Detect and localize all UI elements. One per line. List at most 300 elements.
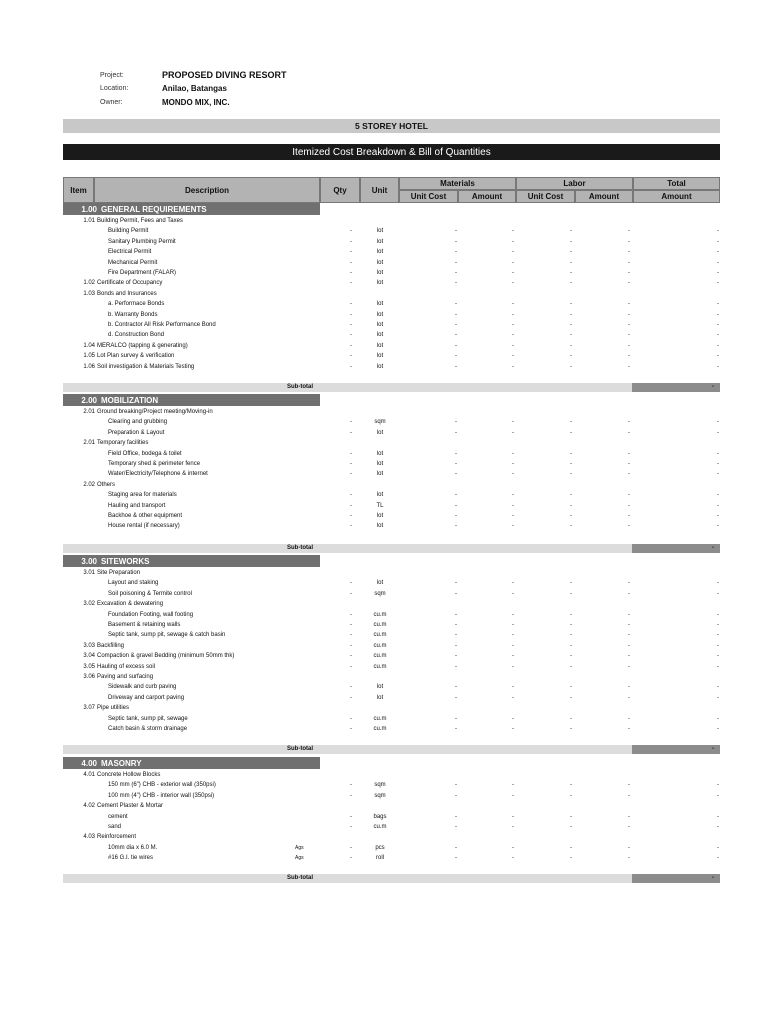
section-header [63,757,320,769]
item-description: 10mm dia x 6.0 M. [108,844,158,851]
item-description: Catch basin & storm drainage [108,726,188,732]
location-value: Anilao, Batangas [162,84,227,93]
lab-amount-cell: - [628,461,630,467]
item-unit: sqm [374,590,386,597]
lab-unit-cost-cell: - [570,663,572,670]
mat-unit-cost-cell: - [455,492,457,499]
mat-amount-cell: - [512,471,514,478]
item-number: 3.01 [83,570,95,576]
mat-amount-cell: - [512,363,514,370]
mat-unit-cost-cell: - [455,322,457,328]
table-row [63,770,720,780]
mat-unit-cost-cell: - [455,694,457,701]
total-amount-cell: - [717,715,719,722]
subtotal-amount-cell [632,383,720,392]
mat-unit-cost-cell: - [455,471,457,478]
mat-amount-cell: - [512,461,514,467]
lab-amount-cell: - [628,471,630,478]
location-label: Location: [100,85,129,92]
item-unit: sqm [374,782,386,789]
item-qty: - [350,663,352,670]
section-header [63,394,320,406]
item-unit: lot [376,311,384,318]
item-note: Ags [295,844,304,851]
mat-unit-cost-cell: - [455,419,457,426]
item-description: 100 mm (4") CHB - interior wall (350psi) [108,792,215,799]
table-row [63,341,720,351]
mat-unit-cost-cell: - [455,622,457,628]
item-unit: cu.m [373,632,387,639]
item-qty: - [350,461,352,467]
item-description: Building Permit, Fees and Taxes [97,218,183,224]
item-qty: - [350,590,352,597]
total-amount-cell: - [717,653,719,660]
section-header [63,555,320,567]
item-unit: cu.m [373,642,387,649]
section-number: 2.00 [81,395,97,405]
item-description: Concrete Hollow Blocks [97,772,161,778]
item-number: 4.01 [83,772,95,778]
mat-unit-cost-cell: - [455,726,457,732]
table-row [63,682,720,692]
item-description: Soil investigation & Materials Testing [97,363,195,370]
header-labor-amount: Amount [575,190,633,203]
item-unit: roll [375,855,384,862]
subtotal-row [63,874,720,883]
item-number: 4.02 [83,803,95,810]
item-description: Mechanical Permit [108,259,158,266]
item-unit: lot [376,332,384,339]
header-materials-amount: Amount [458,190,516,203]
lab-amount-cell: - [628,301,630,308]
mat-unit-cost-cell: - [455,513,457,519]
subtotal-row [63,383,720,392]
item-qty: - [350,513,352,519]
mat-amount-cell: - [512,301,514,308]
table-row [63,278,720,288]
table-row [63,521,720,531]
lab-amount-cell: - [628,342,630,349]
item-unit: lot [376,523,384,530]
item-description: b. Contractor All Risk Performance Bond [108,322,216,328]
item-number: 3.03 [83,642,95,649]
table-row [63,289,720,299]
item-unit: cu.m [373,653,387,660]
item-unit: lot [376,322,384,328]
item-description: Clearing and grubbing [108,419,168,426]
lab-unit-cost-cell: - [570,332,572,339]
mat-amount-cell: - [512,813,514,820]
mat-amount-cell: - [512,715,514,722]
total-amount-cell: - [717,694,719,701]
item-qty: - [350,855,352,862]
lab-unit-cost-cell: - [570,419,572,426]
lab-amount-cell: - [628,332,630,339]
mat-amount-cell: - [512,502,514,509]
item-qty: - [350,332,352,339]
mat-unit-cost-cell: - [455,813,457,820]
total-amount-cell: - [717,311,719,318]
total-amount-cell: - [717,611,719,618]
mat-amount-cell: - [512,429,514,436]
item-unit: lot [376,694,384,701]
item-number: 2.01 [83,409,95,415]
item-description: Hauling of excess soil [97,663,156,670]
lab-amount-cell: - [628,715,630,722]
item-unit: lot [376,461,384,467]
lab-amount-cell: - [628,824,630,830]
table-row [63,589,720,599]
total-amount-cell: - [717,642,719,649]
lab-amount-cell: - [628,280,630,287]
item-qty: - [350,353,352,360]
item-unit: lot [376,270,384,276]
lab-amount-cell: - [628,694,630,701]
mat-amount-cell: - [512,663,514,670]
lab-unit-cost-cell: - [570,824,572,830]
item-qty: - [350,653,352,660]
header-item: Item [63,177,94,203]
lab-unit-cost-cell: - [570,792,572,799]
item-description: Septic tank, sump pit, sewage & catch basin [108,632,226,639]
item-number: 2.01 [83,440,95,447]
item-description: Driveway and carport paving [108,694,185,701]
item-description: Foundation Footing, wall footing [108,611,194,618]
mat-unit-cost-cell: - [455,782,457,789]
item-number: 1.03 [83,290,95,297]
table-row [63,490,720,500]
item-qty: - [350,419,352,426]
table-row [63,299,720,309]
item-description: Temporary shed & perimeter fence [108,461,201,467]
item-description: Cement Plaster & Mortar [97,803,164,810]
mat-unit-cost-cell: - [455,684,457,691]
mat-amount-cell: - [512,632,514,639]
document-subtitle: Itemized Cost Breakdown & Bill of Quantities [63,144,720,160]
table-row [63,630,720,640]
item-unit: bags [373,813,387,820]
item-qty: - [350,363,352,370]
item-qty: - [350,311,352,318]
table-row [63,480,720,490]
item-qty: - [350,523,352,530]
mat-amount-cell: - [512,513,514,519]
header-total-amount: Amount [633,190,720,203]
item-number: 3.05 [83,663,95,670]
lab-unit-cost-cell: - [570,471,572,478]
item-qty: - [350,259,352,266]
lab-amount-cell: - [628,228,630,235]
lab-unit-cost-cell: - [570,322,572,328]
lab-amount-cell: - [628,726,630,732]
item-description: Bonds and Insurances [97,290,157,297]
lab-unit-cost-cell: - [570,513,572,519]
table-row [63,501,720,511]
section-title: MASONRY [101,758,142,768]
item-description: Septic tank, sump pit, sewage [108,715,188,722]
lab-amount-cell: - [628,792,630,799]
lab-unit-cost-cell: - [570,342,572,349]
mat-unit-cost-cell: - [455,715,457,722]
item-unit: cu.m [373,663,387,670]
table-row [63,216,720,226]
table-row [63,578,720,588]
item-qty: - [350,611,352,618]
project-value: PROPOSED DIVING RESORT [162,70,287,80]
total-amount-cell: - [717,844,719,851]
header-unit: Unit [360,177,399,203]
item-qty: - [350,270,352,276]
section-number: 3.00 [81,556,97,566]
item-description: Backfilling [97,642,125,649]
item-number: 1.02 [83,280,95,287]
item-description: Basement & retaining walls [108,622,181,628]
lab-unit-cost-cell: - [570,353,572,360]
item-number: 3.06 [83,674,95,680]
section-number: 1.00 [81,204,97,214]
mat-amount-cell: - [512,653,514,660]
lab-unit-cost-cell: - [570,726,572,732]
total-amount-cell: - [717,419,719,426]
item-description: Others [97,481,116,488]
lab-unit-cost-cell: - [570,813,572,820]
table-row [63,469,720,479]
item-qty: - [350,280,352,287]
subtotal-label: Sub-total [287,384,313,390]
lab-amount-cell: - [628,513,630,519]
item-number: 2.02 [83,481,95,488]
mat-unit-cost-cell: - [455,642,457,649]
lab-amount-cell: - [628,684,630,691]
item-unit: lot [376,228,384,235]
subtotal-row [63,745,720,754]
lab-amount-cell: - [628,322,630,328]
mat-unit-cost-cell: - [455,450,457,457]
table-row [63,672,720,682]
total-amount-cell: - [717,471,719,478]
total-amount-cell: - [717,322,719,328]
item-unit: pcs [375,844,385,851]
item-number: 3.04 [83,653,95,660]
item-description: Temporary facilities [97,440,149,447]
mat-unit-cost-cell: - [455,429,457,436]
mat-unit-cost-cell: - [455,844,457,851]
subtotal-amount: - [712,746,714,752]
item-description: Preparation & Layout [108,429,165,436]
item-qty: - [350,228,352,235]
mat-unit-cost-cell: - [455,311,457,318]
table-row [63,268,720,278]
item-description: Excavation & dewatering [97,601,164,608]
total-amount-cell: - [717,461,719,467]
table-row [63,853,720,863]
mat-unit-cost-cell: - [455,228,457,235]
header-materials-unit-cost: Unit Cost [399,190,458,203]
owner-value: MONDO MIX, INC. [162,98,230,107]
total-amount-cell: - [717,429,719,436]
total-amount-cell: - [717,259,719,266]
item-note: Ags [295,855,304,862]
mat-amount-cell: - [512,684,514,691]
table-row [63,610,720,620]
mat-unit-cost-cell: - [455,792,457,799]
item-qty: - [350,632,352,639]
item-qty: - [350,342,352,349]
mat-amount-cell: - [512,270,514,276]
item-description: Reinforcement [97,834,137,841]
lab-unit-cost-cell: - [570,653,572,660]
item-qty: - [350,684,352,691]
table-row [63,780,720,790]
total-amount-cell: - [717,301,719,308]
item-number: 1.01 [83,218,95,224]
lab-amount-cell: - [628,238,630,245]
lab-unit-cost-cell: - [570,311,572,318]
mat-amount-cell: - [512,590,514,597]
mat-amount-cell: - [512,353,514,360]
total-amount-cell: - [717,855,719,862]
table-row [63,620,720,630]
table-row [63,641,720,651]
lab-unit-cost-cell: - [570,855,572,862]
lab-amount-cell: - [628,782,630,789]
mat-amount-cell: - [512,332,514,339]
lab-amount-cell: - [628,580,630,587]
item-description: #16 G.I. tie wires [108,855,154,862]
section-header [63,203,320,215]
table-row [63,237,720,247]
item-description: Site Preparation [97,570,141,576]
item-description: Sidewalk and curb paving [108,684,177,691]
mat-amount-cell: - [512,322,514,328]
mat-amount-cell: - [512,311,514,318]
table-row [63,843,720,853]
item-description: b. Warranty Bonds [108,311,158,318]
total-amount-cell: - [717,632,719,639]
lab-amount-cell: - [628,311,630,318]
total-amount-cell: - [717,249,719,256]
mat-amount-cell: - [512,492,514,499]
total-amount-cell: - [717,502,719,509]
mat-amount-cell: - [512,280,514,287]
lab-unit-cost-cell: - [570,590,572,597]
section-title: MOBILIZATION [101,395,159,405]
mat-unit-cost-cell: - [455,824,457,830]
item-unit: lot [376,353,384,360]
item-qty: - [350,450,352,457]
item-description: 150 mm (6") CHB - exterior wall (350psi) [108,782,216,789]
table-row [63,724,720,734]
item-unit: lot [376,513,384,519]
mat-amount-cell: - [512,419,514,426]
item-description: a. Performace Bonds [108,301,165,308]
lab-unit-cost-cell: - [570,228,572,235]
item-description: House rental (if necessary) [108,523,180,530]
mat-amount-cell: - [512,726,514,732]
lab-unit-cost-cell: - [570,429,572,436]
project-label: Project: [100,72,124,79]
total-amount-cell: - [717,580,719,587]
table-row [63,714,720,724]
mat-amount-cell: - [512,824,514,830]
lab-amount-cell: - [628,419,630,426]
subtotal-label: Sub-total [287,545,313,551]
item-unit: lot [376,492,384,499]
lab-amount-cell: - [628,450,630,457]
lab-unit-cost-cell: - [570,844,572,851]
mat-unit-cost-cell: - [455,523,457,530]
total-amount-cell: - [717,622,719,628]
mat-amount-cell: - [512,855,514,862]
item-qty: - [350,301,352,308]
item-unit: lot [376,684,384,691]
item-qty: - [350,502,352,509]
mat-amount-cell: - [512,249,514,256]
total-amount-cell: - [717,782,719,789]
lab-amount-cell: - [628,622,630,628]
subtotal-amount-cell [632,874,720,883]
item-unit: lot [376,580,384,587]
subtotal-amount-cell [632,544,720,553]
total-amount-cell: - [717,792,719,799]
item-description: Backhoe & other equipment [108,513,183,519]
item-unit: lot [376,471,384,478]
lab-unit-cost-cell: - [570,611,572,618]
table-row [63,832,720,842]
mat-amount-cell: - [512,523,514,530]
item-description: Soil poisoning & Termite control [108,590,192,597]
subtotal-amount-cell [632,745,720,754]
subtotal-row [63,544,720,553]
total-amount-cell: - [717,523,719,530]
item-unit: cu.m [373,715,387,722]
subtotal-label: Sub-total [287,746,313,752]
item-description: Paving and surfacing [97,674,154,680]
item-unit: lot [376,450,384,457]
section-title: SITEWORKS [101,556,150,566]
total-amount-cell: - [717,280,719,287]
item-unit: lot [376,280,384,287]
item-description: Electrical Permit [108,249,152,256]
item-description: Sanitary Plumbing Permit [108,238,176,245]
table-row [63,449,720,459]
table-row [63,651,720,661]
mat-unit-cost-cell: - [455,280,457,287]
lab-unit-cost-cell: - [570,694,572,701]
mat-unit-cost-cell: - [455,580,457,587]
mat-amount-cell: - [512,622,514,628]
lab-amount-cell: - [628,353,630,360]
table-row [63,511,720,521]
subtotal-amount: - [712,875,714,881]
table-row [63,662,720,672]
item-description: Pipe utilities [97,705,130,712]
mat-amount-cell: - [512,792,514,799]
mat-unit-cost-cell: - [455,301,457,308]
item-qty: - [350,782,352,789]
item-qty: - [350,824,352,830]
table-row [63,693,720,703]
item-number: 1.06 [83,363,95,370]
table-row [63,812,720,822]
total-amount-cell: - [717,590,719,597]
item-description: d. Construction Bond [108,332,165,339]
lab-amount-cell: - [628,523,630,530]
lab-unit-cost-cell: - [570,461,572,467]
mat-amount-cell: - [512,782,514,789]
header-total: Total [633,177,720,190]
total-amount-cell: - [717,353,719,360]
